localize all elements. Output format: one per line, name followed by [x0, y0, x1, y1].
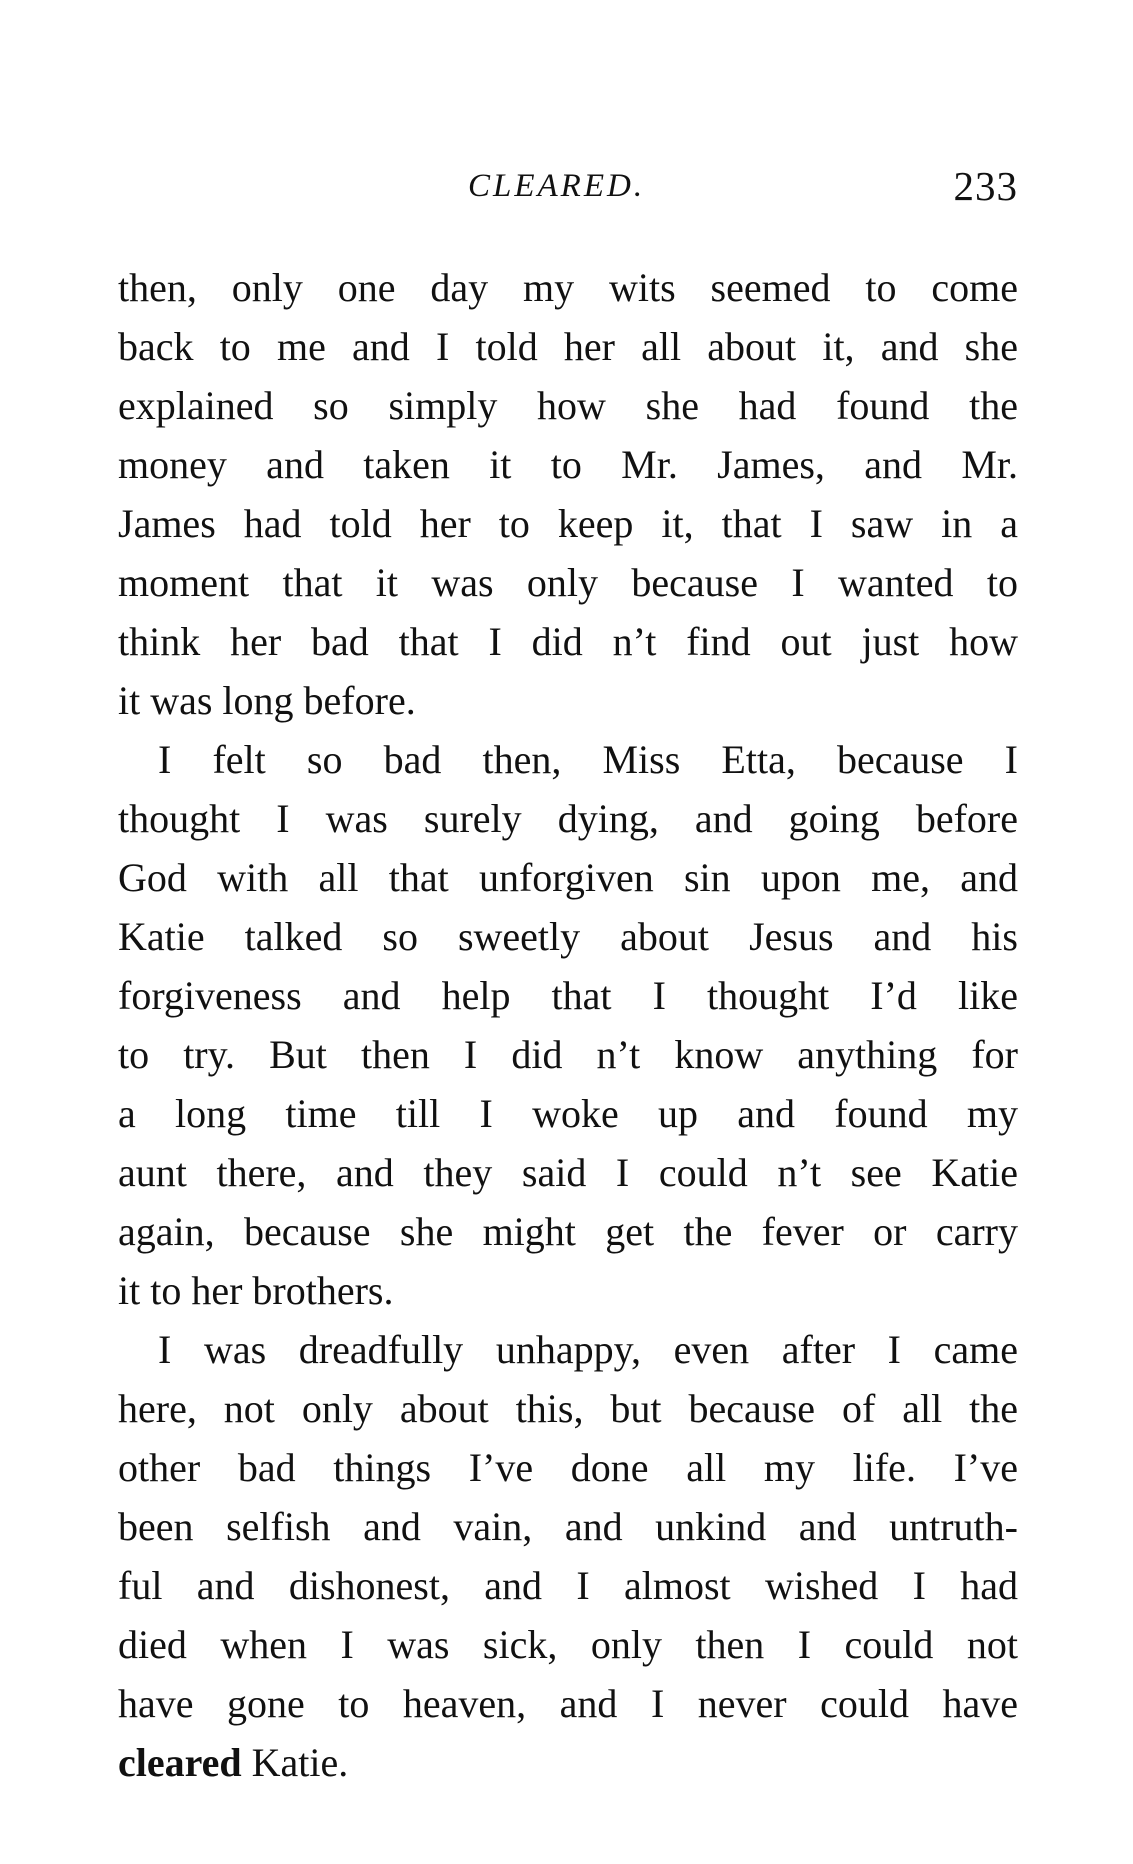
text-line: other bad things I’ve done all my life. I’ve: [118, 1445, 1018, 1490]
text-line: a long time till I woke up and found my: [118, 1091, 1018, 1136]
text-line: God with all that unforgiven sin upon me, and: [118, 855, 1018, 900]
body-text: [118, 258, 1018, 1792]
text-line: Katie talked so sweetly about Jesus and his: [118, 914, 1018, 959]
text-line: ful and dishonest, and I almost wished I had: [118, 1563, 1018, 1608]
text-line: here, not only about this, but because of all the: [118, 1386, 1018, 1431]
text-line: it was long before.: [118, 678, 416, 723]
text-line: money and taken it to Mr. James, and Mr.: [118, 442, 1018, 487]
text-line: I was dreadfully unhappy, even after I came: [158, 1327, 1018, 1372]
text-line: died when I was sick, only then I could not: [118, 1622, 1018, 1667]
text-line: explained so simply how she had found the: [118, 383, 1018, 428]
text-line-final: [118, 1733, 1018, 1792]
running-title: CLEARED.: [468, 168, 646, 204]
text-line: thought I was surely dying, and going before: [118, 796, 1018, 841]
paragraph-1: [118, 258, 1018, 730]
text-line: it to her brothers.: [118, 1268, 394, 1313]
text-line: to try. But then I did n’t know anything for: [118, 1032, 1018, 1077]
paragraph-3: [118, 1320, 1018, 1792]
text-line: think her bad that I did n’t find out just how: [118, 619, 1018, 664]
paragraph-2: [118, 730, 1018, 1320]
text-line: again, because she might get the fever or carry: [118, 1209, 1018, 1254]
text-line: back to me and I told her all about it, and she: [118, 324, 1018, 369]
text-line: have gone to heaven, and I never could have: [118, 1681, 1018, 1726]
bold-word-cleared: cleared: [118, 1740, 242, 1785]
text-line: I felt so bad then, Miss Etta, because I: [158, 737, 1018, 782]
text-line: James had told her to keep it, that I saw in a: [118, 501, 1018, 546]
text-line: then, only one day my wits seemed to come: [118, 265, 1018, 310]
running-head: [118, 160, 1018, 220]
final-line-rest: Katie.: [241, 1740, 349, 1785]
text-line: moment that it was only because I wanted to: [118, 560, 1018, 605]
page-number: 233: [953, 163, 1018, 209]
text-line: aunt there, and they said I could n’t see Katie: [118, 1150, 1018, 1195]
text-line: forgiveness and help that I thought I’d like: [118, 973, 1018, 1018]
text-line: been selfish and vain, and unkind and untruth-: [118, 1504, 1018, 1549]
